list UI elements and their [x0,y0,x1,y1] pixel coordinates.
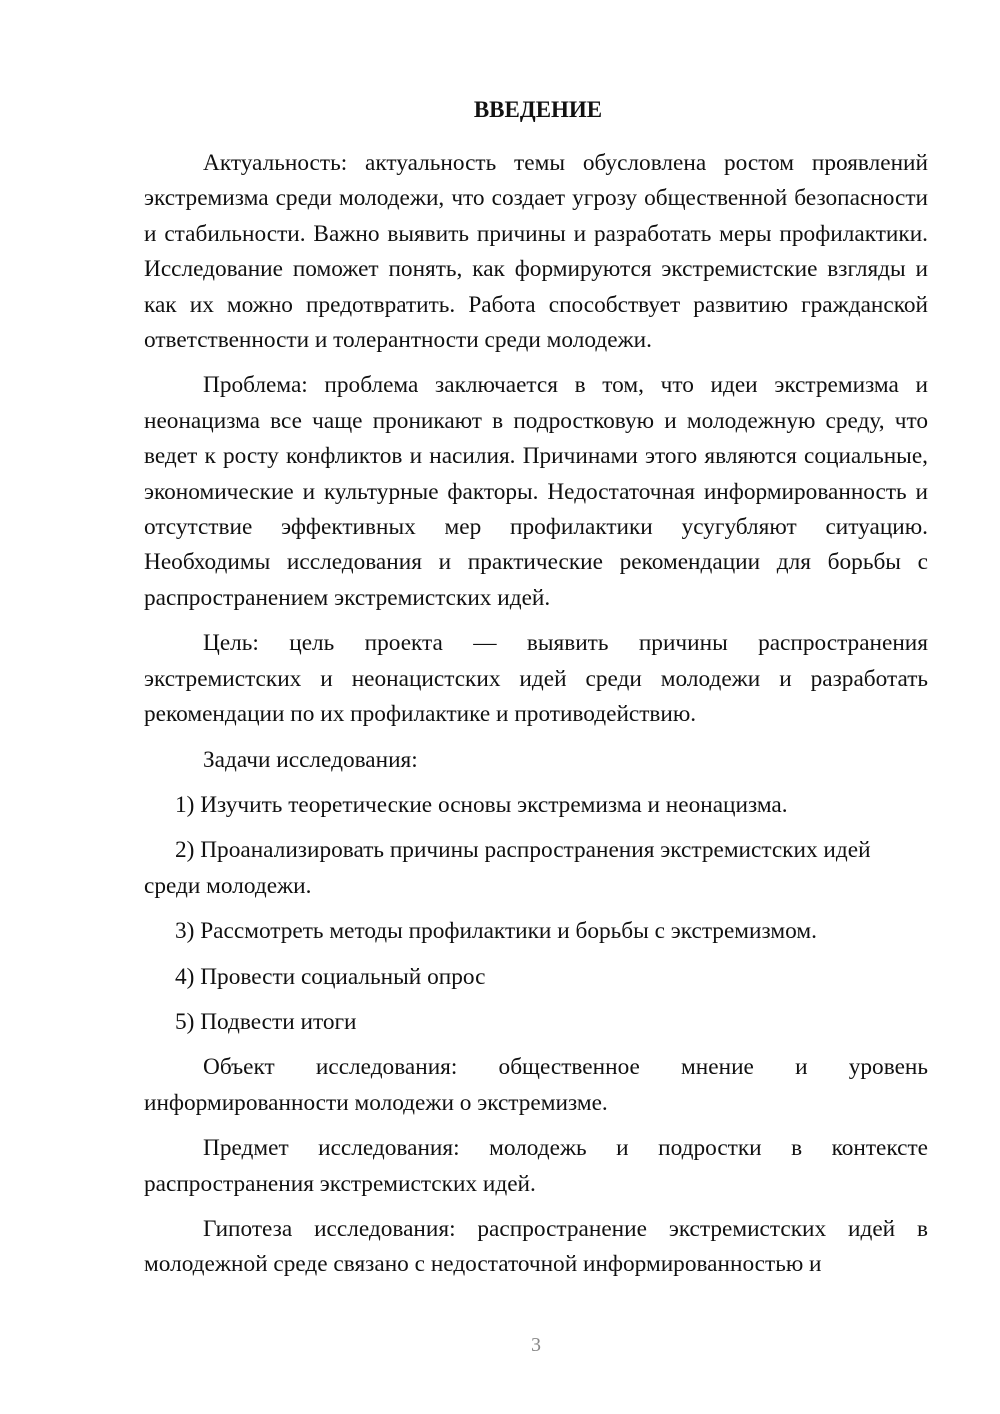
page-title: ВВЕДЕНИЕ [473,97,603,122]
paragraph-tasks-heading: Задачи исследования: [203,746,418,773]
page-content [144,92,928,1283]
tasks-list [144,788,928,1040]
task-item-1: 1) Изучить теоретические основы экстремизма и неонацизма. [175,791,788,818]
paragraph-problem: Проблема: проблема заключается в том, что идеи экстремизма и неонацизма все чаще проникают в подростковую и молодежную среду, что ведет к росту конфликтов и насилия. Причинами этого являются социальные, экономические и культурные факторы. Недостаточная информированность и отсутствие эффективных мер профилактики усугубляют ситуацию. Необходимы исследования и практические рекомендации для борьбы с распространением экстремистских идей. [144,372,928,611]
paragraph-relevance: Актуальность: актуальность темы обусловлена ростом проявлений экстремизма среди молодежи, что создает угрозу общественной безопасности и стабильности. Важно выявить причины и разработать меры профилактики. Исследование поможет понять, как формируются экстремистские взгляды и как их можно предотвратить. Работа способствует развитию гражданской ответственности и толерантности среди молодежи. [144,150,928,354]
page-number: 3 [531,1334,541,1356]
paragraph-subject: Предмет исследования: молодежь и подростки в контексте распространения экстремистских идей. [144,1135,928,1197]
task-item-4: 4) Провести социальный опрос [175,963,486,990]
task-item-2: 2) Проанализировать причины распространения экстремистских идей среди молодежи. [144,837,871,899]
task-item-5: 5) Подвести итоги [175,1008,357,1035]
paragraph-goal: Цель: цель проекта — выявить причины распространения экстремистских и неонацистских идей среди молодежи и разработать рекомендации по их профилактике и противодействию. [144,630,928,728]
paragraph-hypothesis: Гипотеза исследования: распространение экстремистских идей в молодежной среде связано с недостаточной информированностью и [144,1215,928,1278]
task-item-3: 3) Рассмотреть методы профилактики и борьбы с экстремизмом. [175,918,817,945]
paragraph-object: Объект исследования: общественное мнение и уровень информированности молодежи о экстремизме. [144,1054,928,1116]
